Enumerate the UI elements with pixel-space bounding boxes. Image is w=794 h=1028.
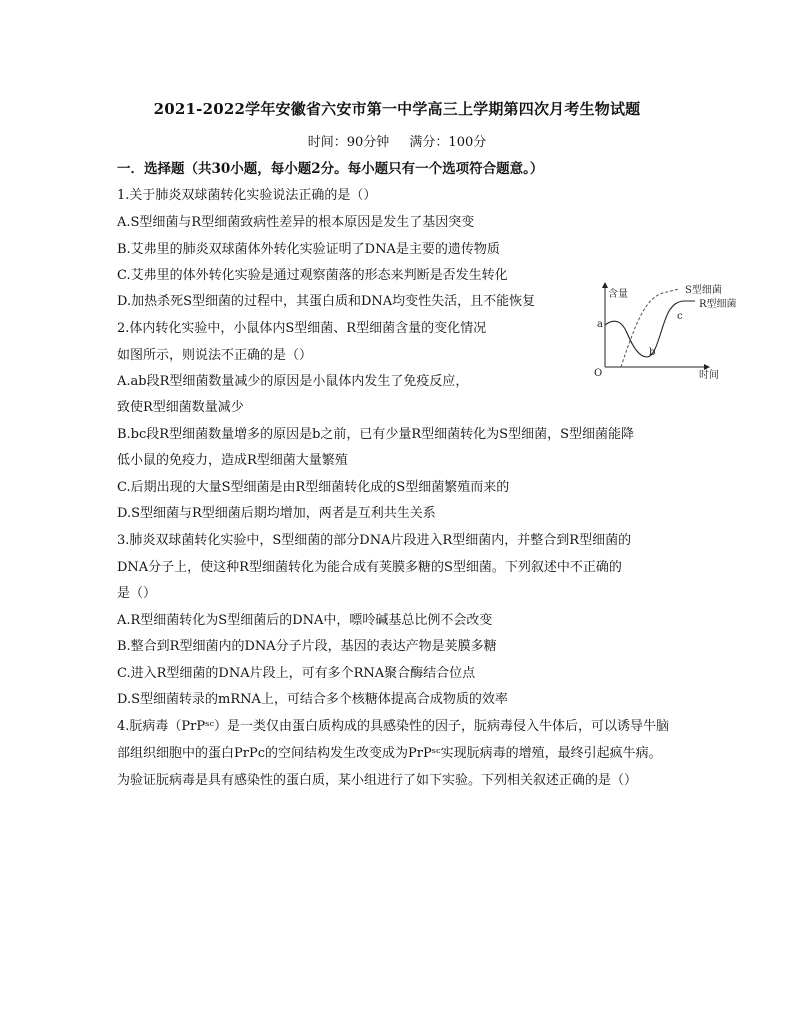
- x-axis-label: 时间: [699, 370, 719, 380]
- q3-stem-line1: 3.肺炎双球菌转化实验中，S型细菌的部分DNA片段进入R型细菌内，并整合到R型细菌的: [117, 533, 632, 548]
- y-axis-label: 含量: [608, 289, 628, 300]
- q2-option-a-line2: 致使R型细菌数量减少: [117, 400, 244, 415]
- q2-option-b-line2: 低小鼠的免疫力，造成R型细菌大量繁殖: [117, 453, 348, 468]
- exam-meta: [0, 131, 794, 150]
- q2-stem-line1: 2.体内转化实验中，小鼠体内S型细菌、R型细菌含量的变化情况: [117, 321, 487, 336]
- legend-r-bacteria: R型细菌: [699, 299, 737, 310]
- exam-time: 时间：90分钟: [307, 135, 390, 150]
- q3-stem-line3: 是（）: [117, 586, 157, 601]
- section-heading: 一．选择题（共30小题，每小题2分。每小题只有一个选项符合题意。）: [117, 161, 544, 177]
- q2-option-b-line1: B.bc段R型细菌数量增多的原因是b之前，已有少量R型细菌转化为S型细菌，S型细菌能降: [117, 427, 634, 442]
- exam-score: 满分：100分: [409, 135, 487, 150]
- point-b-label: b: [649, 347, 656, 358]
- legend-s-bacteria: S型细菌: [685, 285, 722, 296]
- q3-option-c: C.进入R型细菌的DNA片段上，可有多个RNA聚合酶结合位点: [117, 666, 476, 681]
- q1-option-b: B.艾弗里的肺炎双球菌体外转化实验证明了DNA是主要的遗传物质: [117, 242, 500, 257]
- point-a-label: a: [597, 319, 603, 330]
- q2-stem-line2: 如图所示，则说法不正确的是（）: [117, 348, 313, 363]
- q1-option-c: C.艾弗里的体外转化实验是通过观察菌落的形态来判断是否发生转化: [117, 268, 508, 283]
- q4-line1: 4.朊病毒（PrPˢᶜ）是一类仅由蛋白质构成的具感染性的因子，朊病毒侵入牛体后，可以诱导牛脑: [117, 719, 669, 734]
- origin-label: O: [594, 368, 603, 379]
- exam-title: 2021-2022学年安徽省六安市第一中学高三上学期第四次月考生物试题: [153, 100, 641, 118]
- q3-option-a: A.R型细菌转化为S型细菌后的DNA中，嘌呤碱基总比例不会改变: [117, 613, 493, 628]
- q1-option-a: A.S型细菌与R型细菌致病性差异的根本原因是发生了基因突变: [117, 215, 475, 230]
- q3-option-d: D.S型细菌转录的mRNA上，可结合多个核糖体提高合成物质的效率: [117, 692, 508, 707]
- q1-stem: 1.关于肺炎双球菌转化实验说法正确的是（）: [117, 188, 377, 203]
- q2-option-d: D.S型细菌与R型细菌后期均增加，两者是互利共生关系: [117, 506, 436, 521]
- q4-line3: 为验证朊病毒是具有感染性的蛋白质，某小组进行了如下实验。下列相关叙述正确的是（）: [117, 773, 638, 788]
- q1-option-d: D.加热杀死S型细菌的过程中，其蛋白质和DNA均变性失活，且不能恢复: [117, 294, 536, 309]
- q3-stem-line2: DNA分子上，使这种R型细菌转化为能合成有荚膜多糖的S型细菌。下列叙述中不正确的: [117, 560, 622, 575]
- bacteria-graph: [591, 275, 769, 380]
- bacteria-graph-svg: [591, 275, 769, 380]
- point-c-label: c: [677, 311, 683, 322]
- q3-option-b: B.整合到R型细菌内的DNA分子片段，基因的表达产物是荚膜多糖: [117, 639, 497, 654]
- q2-option-c: C.后期出现的大量S型细菌是由R型细菌转化成的S型细菌繁殖而来的: [117, 480, 510, 495]
- q4-line2: 部组织细胞中的蛋白PrPc的空间结构发生改变成为PrPˢᶜ实现朊病毒的增殖，最终引起疯牛病。: [117, 746, 662, 761]
- q2-option-a-line1: A.ab段R型细菌数量减少的原因是小鼠体内发生了免疫反应，: [117, 374, 469, 389]
